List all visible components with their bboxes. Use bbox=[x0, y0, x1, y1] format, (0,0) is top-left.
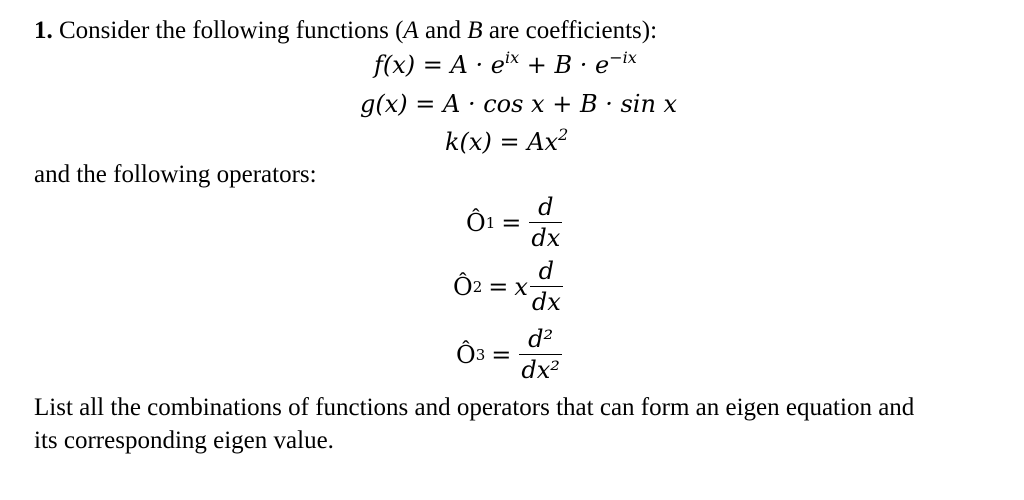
operators-intro: and the following operators: bbox=[34, 161, 317, 188]
equation-k-exp: 2 bbox=[558, 125, 569, 144]
question-line-2: its corresponding eigen value. bbox=[34, 427, 334, 454]
intro-part-1: Consider the following functions ( bbox=[59, 17, 404, 44]
equation-f-exp-b: −ix bbox=[609, 48, 637, 67]
operator-3-fraction bbox=[519, 326, 562, 383]
problem-intro bbox=[34, 16, 657, 46]
operator-3: Ô 3 = $\frac{\text{d²}}{\text{dx²}}$ bbox=[456, 325, 560, 384]
equation-k-rhs: Ax bbox=[527, 128, 559, 156]
question-line-1: List all the combinations of functions and operators that can form an eigen equation and bbox=[34, 394, 915, 421]
operator-2-numerator: d bbox=[538, 257, 555, 285]
operator-3-numerator: d² bbox=[528, 325, 554, 353]
operator-2: Ô 2 = x $\frac{d}{dx}$ bbox=[453, 257, 561, 316]
equation-f: $f(x) = A \cdot e^{ix} + B \cdot e^{-ix}$ bbox=[374, 48, 637, 79]
operator-1: Ô 1 = $\frac{d}{dx}$ bbox=[466, 193, 561, 252]
operator-2-fraction bbox=[530, 258, 563, 315]
operator-1-denominator: dx bbox=[531, 224, 561, 252]
operator-1-numerator: d bbox=[538, 193, 554, 221]
operator-2-prefix: x bbox=[514, 272, 528, 301]
operator-2-denominator: dx bbox=[531, 288, 561, 316]
intro-part-3: are coefficients): bbox=[482, 17, 658, 44]
operator-3-denominator: dx² bbox=[521, 356, 560, 384]
operator-1-fraction bbox=[529, 194, 562, 251]
equation-f-term-a: A · e bbox=[450, 51, 505, 79]
intro-part-2: and bbox=[418, 17, 468, 44]
equation-k-lhs: k(x) bbox=[445, 128, 492, 156]
equation-g: g(x) = A · cos x + B · sin x bbox=[360, 90, 678, 118]
operator-1-symbol: Ô bbox=[466, 208, 486, 237]
problem-number: 1. bbox=[34, 17, 53, 44]
operator-2-symbol: Ô bbox=[453, 272, 473, 301]
equation-f-term-b: + B · e bbox=[519, 51, 610, 79]
equation-g-rhs: A · cos x + B · sin x bbox=[443, 90, 678, 118]
intro-coef-a: A bbox=[403, 17, 419, 44]
equation-g-lhs: g(x) bbox=[360, 90, 408, 118]
equation-f-exp-a: ix bbox=[504, 48, 520, 67]
equation-f-lhs: f(x) bbox=[374, 51, 416, 79]
intro-coef-b: B bbox=[467, 17, 483, 44]
equation-k: $k(x) = Ax^2$ bbox=[445, 125, 569, 156]
operator-3-symbol: Ô bbox=[456, 340, 476, 369]
